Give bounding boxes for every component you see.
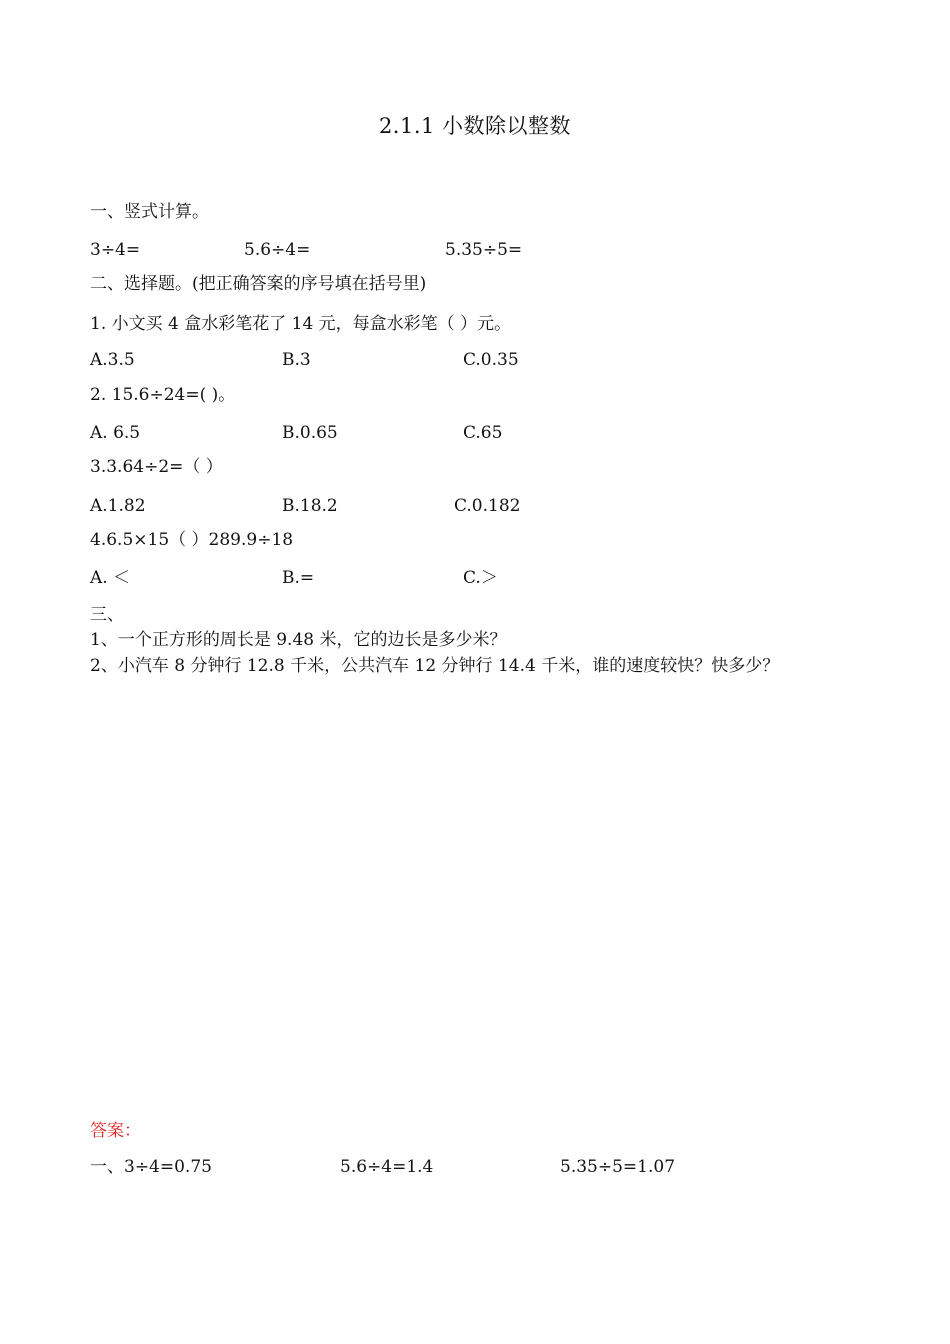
word-problem-2: 2、小汽车 8 分钟行 12.8 千米，公共汽车 12 分钟行 14.4 千米，谁的速度较快？快多少？ bbox=[90, 656, 780, 676]
answers-row-1 bbox=[0, 1156, 950, 1178]
option-c: C.0.35 bbox=[463, 350, 519, 370]
question-3-options bbox=[0, 495, 950, 517]
section2-heading: 二、选择题。(把正确答案的序号填在括号里) bbox=[90, 274, 427, 294]
word-problem-1: 1、一个正方形的周长是 9.48 米，它的边长是多少米？ bbox=[90, 630, 507, 650]
calc-problem: 3÷4= bbox=[90, 240, 141, 260]
page-title: 2.1.1 小数除以整数 bbox=[378, 114, 572, 138]
option-a: A. ＜ bbox=[90, 568, 131, 588]
answer-item: 5.6÷4=1.4 bbox=[340, 1157, 434, 1177]
answers-heading: 答案： bbox=[90, 1121, 141, 1141]
question-3: 3.3.64÷2=（ ） bbox=[90, 457, 223, 477]
question-2: 2. 15.6÷24=( )。 bbox=[90, 385, 236, 405]
question-4: 4.6.5×15（ ）289.9÷18 bbox=[90, 530, 294, 550]
option-c: C.＞ bbox=[463, 568, 498, 588]
option-a: A.3.5 bbox=[90, 350, 135, 370]
calc-problem: 5.6÷4= bbox=[244, 240, 311, 260]
option-b: B.= bbox=[282, 568, 315, 588]
option-a: A. 6.5 bbox=[90, 423, 141, 443]
question-2-options bbox=[0, 422, 950, 444]
answer-item: 5.35÷5=1.07 bbox=[560, 1157, 676, 1177]
answer-item: 一、3÷4=0.75 bbox=[90, 1157, 212, 1177]
section3-heading: 三、 bbox=[90, 605, 124, 625]
question-4-options bbox=[0, 567, 950, 589]
section1-problems bbox=[0, 239, 950, 261]
calc-problem: 5.35÷5= bbox=[445, 240, 523, 260]
option-c: C.0.182 bbox=[454, 496, 521, 516]
option-b: B.0.65 bbox=[282, 423, 338, 443]
question-1-options bbox=[0, 349, 950, 371]
option-b: B.18.2 bbox=[282, 496, 338, 516]
option-b: B.3 bbox=[282, 350, 311, 370]
section1-heading: 一、竖式计算。 bbox=[90, 202, 209, 222]
option-a: A.1.82 bbox=[90, 496, 146, 516]
option-c: C.65 bbox=[463, 423, 503, 443]
question-1: 1. 小文买 4 盒水彩笔花了 14 元，每盒水彩笔（ ）元。 bbox=[90, 314, 512, 334]
